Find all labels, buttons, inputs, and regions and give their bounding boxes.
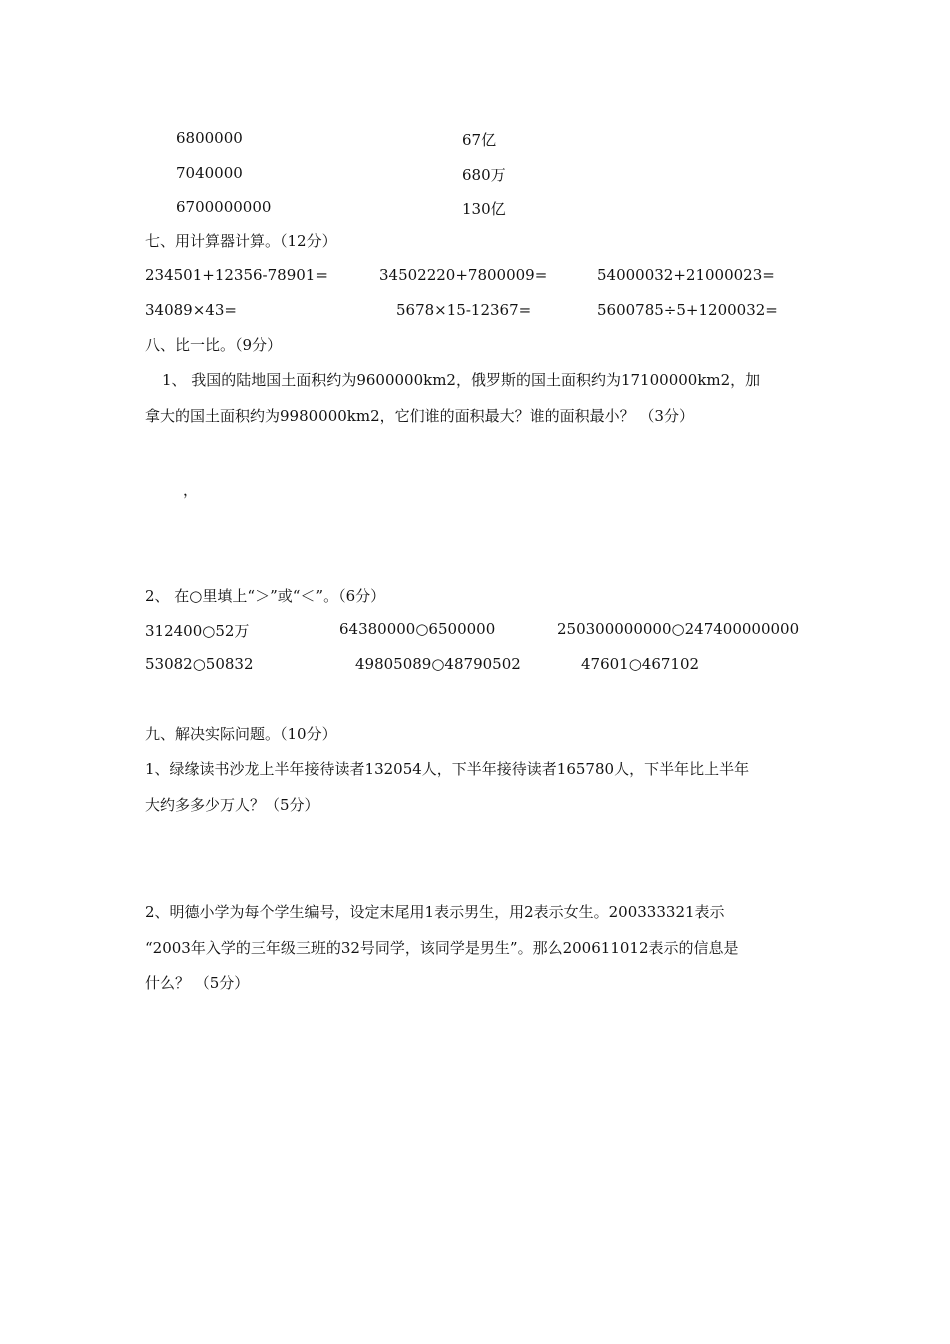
section8-q1-mark: ， <box>183 481 199 499</box>
compare-1: 312400○52万 <box>145 622 250 640</box>
match-right-3: 130亿 <box>462 200 506 218</box>
match-left-3: 6700000000 <box>176 198 272 216</box>
compare-5: 49805089○48790502 <box>355 655 521 673</box>
compare-3: 250300000000○247400000000 <box>557 620 800 638</box>
match-right-2: 680万 <box>462 166 506 184</box>
section9-q1-line1: 1、绿缘读书沙龙上半年接待读者132054人，下半年接待读者165780人，下半年比上半年 <box>145 760 750 778</box>
calc-5: 5678×15-12367= <box>396 301 532 319</box>
match-left-2: 7040000 <box>176 164 243 182</box>
calc-4: 34089×43= <box>145 301 237 319</box>
compare-6: 47601○467102 <box>581 655 700 673</box>
compare-2: 64380000○6500000 <box>339 620 496 638</box>
calc-2: 34502220+7800009= <box>379 266 548 284</box>
section8-q2-title: 2、 在○里填上“＞”或“＜”。（6分） <box>145 587 386 605</box>
calc-1: 234501+12356-78901= <box>145 266 328 284</box>
calc-3: 54000032+21000023= <box>597 266 775 284</box>
section8-q1-line1: 1、 我国的陆地国土面积约为9600000km2，俄罗斯的国土面积约为17100000km2，加 <box>162 371 761 389</box>
section9-q2-line2: “2003年入学的三年级三班的32号同学，该同学是男生”。那么200611012表示的信息是 <box>145 939 739 957</box>
section8-q1-line2: 拿大的国土面积约为9980000km2，它们谁的面积最大？谁的面积最小？ （3分） <box>145 407 694 425</box>
match-right-1: 67亿 <box>462 131 497 149</box>
section9-title: 九、解决实际问题。（10分） <box>145 725 337 743</box>
section7-title: 七、用计算器计算。（12分） <box>145 232 337 250</box>
section9-q2-line3: 什么？ （5分） <box>145 974 250 992</box>
compare-4: 53082○50832 <box>145 655 254 673</box>
match-left-1: 6800000 <box>176 129 243 147</box>
section9-q2-line1: 2、明德小学为每个学生编号，设定末尾用1表示男生，用2表示女生。200333321表示 <box>145 903 725 921</box>
section9-q1-line2: 大约多多少万人？（5分） <box>145 796 320 814</box>
calc-6: 5600785÷5+1200032= <box>597 301 778 319</box>
section8-title: 八、比一比。（9分） <box>145 336 283 354</box>
